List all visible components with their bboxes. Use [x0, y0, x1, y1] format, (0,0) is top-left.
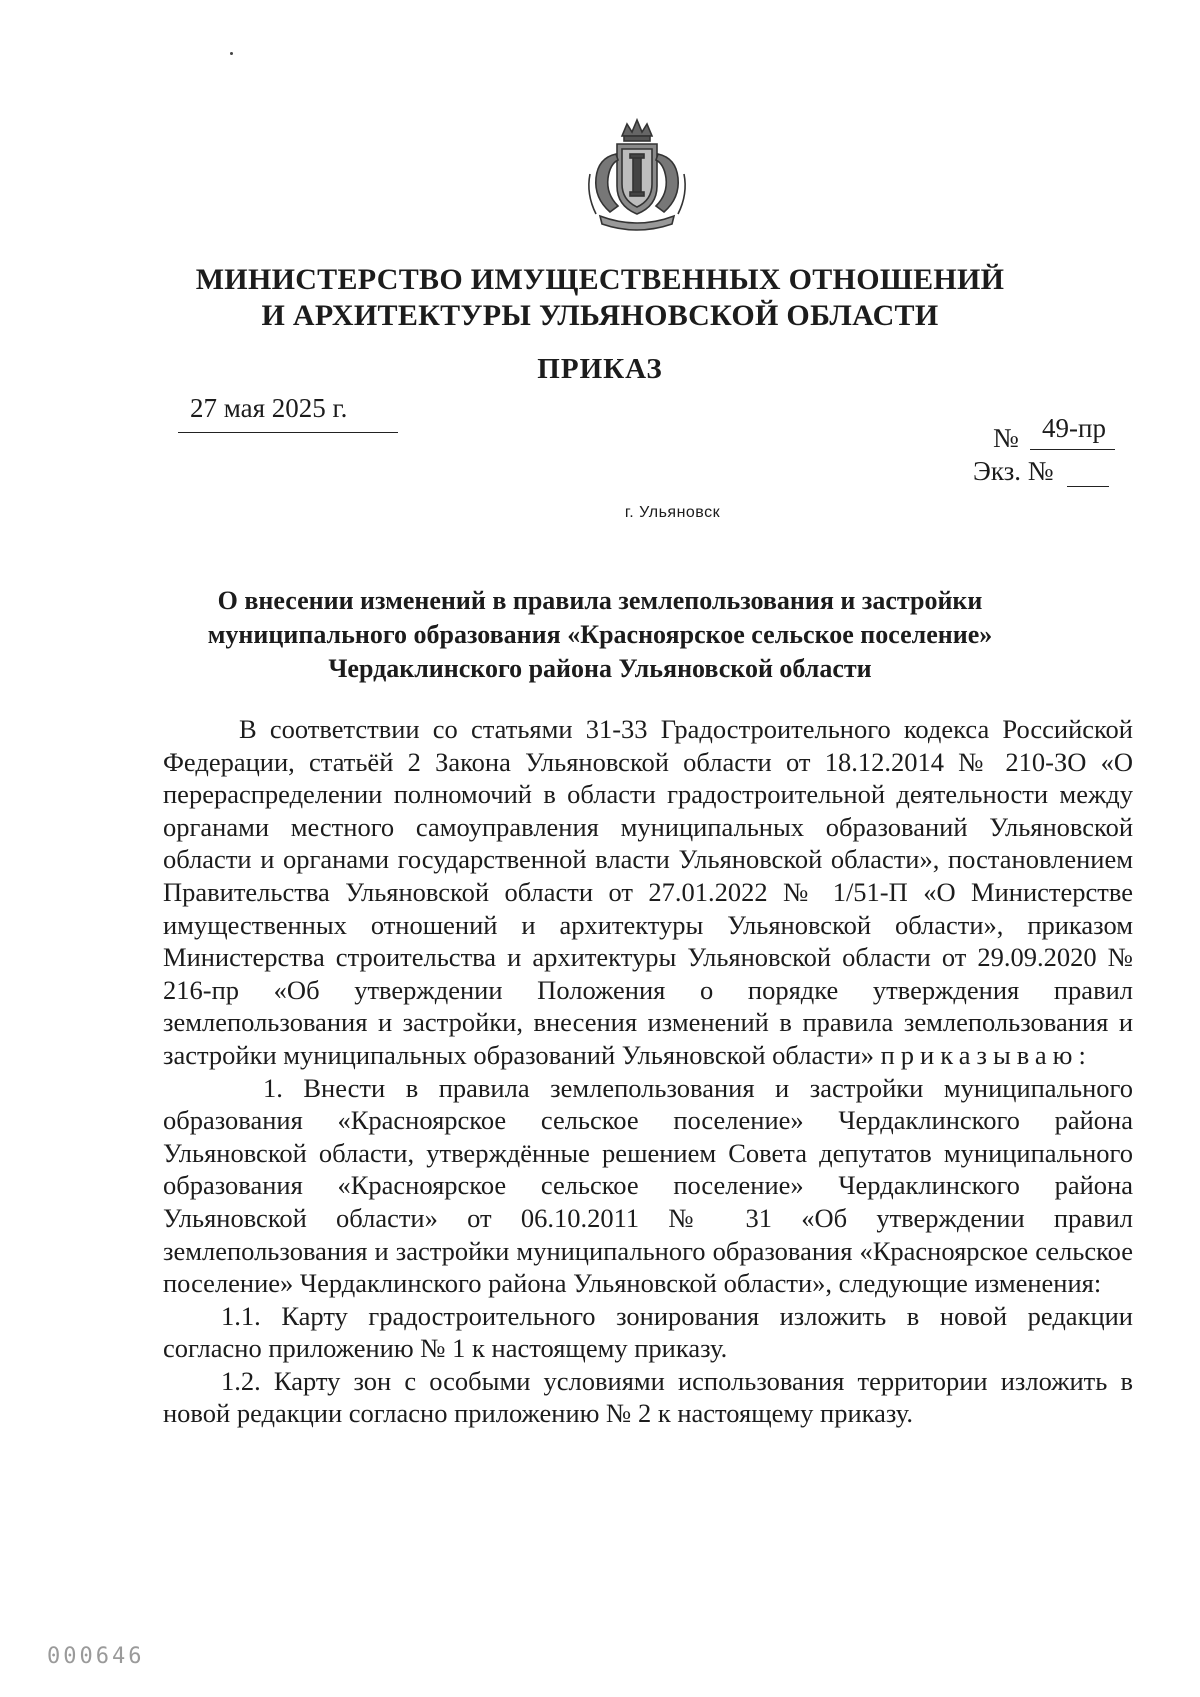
order-word: приказываю:: [880, 1039, 1092, 1070]
preamble-text: В соответствии со статьями 31-33 Градостроительного кодекса Российской Федерации, статьёй 2 Закона Ульяновской области от 18.12.2014 № 210-ЗО «О перераспределении полномочий в области градостроительной деятельности между органами местного самоуправления муниципальных образований Ульяновской области и органами государственной власти Ульяновской области», постановлением Правительства Ульяновской области от 27.01.2022 № 1/51-П «О Министерстве имущественных отношений и архитектуры Ульяновской области», приказом Министерства строительства и архитектуры Ульяновской области от 29.09.2020 № 216-пр «Об утверждении Положения о порядке утверждения правил землепользования и застройки, внесения изменений в правила землепользования и застройки муниципальных образований Ульяновской области»: [163, 714, 1133, 1070]
number-underline: [1030, 449, 1115, 450]
preamble-paragraph: [163, 713, 1133, 1072]
scan-speck: [230, 52, 233, 55]
item-1-paragraph: 1. Внести в правила землепользования и застройки муниципального образования «Красноярское сельское поселение» Чердаклинского района Ульяновской области, утверждённые решением Совета депутатов муниципального образования «Красноярское сельское поселение» Чердаклинского района Ульяновской области» от 06.10.2011 № 31 «Об утверждении правил землепользования и застройки муниципального образования «Красноярское сельское поселение» Чердаклинского района Ульяновской области», следующие изменения:: [163, 1072, 1133, 1299]
ministry-name-line-2: И АРХИТЕКТУРЫ УЛЬЯНОВСКОЙ ОБЛАСТИ: [261, 299, 939, 332]
city-label: г. Ульяновск: [624, 504, 721, 521]
number-sign: №: [993, 423, 1019, 453]
ministry-name-line-1: МИНИСТЕРСТВО ИМУЩЕСТВЕННЫХ ОТНОШЕНИЙ: [195, 263, 1005, 296]
date-underline: [178, 432, 398, 433]
copy-number-label: Экз. №: [973, 456, 1054, 486]
document-title-line-1: О внесении изменений в правила землепользования и застройки: [217, 586, 983, 615]
copy-number-blank: [1067, 486, 1109, 487]
coat-of-arms-icon: [572, 114, 702, 234]
item-1-1-paragraph: 1.1. Карту градостроительного зонирования изложить в новой редакции согласно приложению № 1 к настоящему приказу.: [163, 1300, 1133, 1364]
document-type: ПРИКАЗ: [537, 353, 663, 385]
document-title-line-3: Чердаклинского района Ульяновской области: [328, 654, 872, 683]
page-stamp: 000646: [47, 1644, 145, 1669]
document-body: [163, 713, 1133, 1430]
document-number: 49-пр: [1042, 413, 1106, 443]
document-title-line-2: муниципального образования «Красноярское сельское поселение»: [207, 620, 993, 649]
item-1-2-paragraph: 1.2. Карту зон с особыми условиями использования территории изложить в новой редакции согласно приложению № 2 к настоящему приказу.: [163, 1365, 1133, 1429]
document-date: 27 мая 2025 г.: [190, 393, 348, 423]
